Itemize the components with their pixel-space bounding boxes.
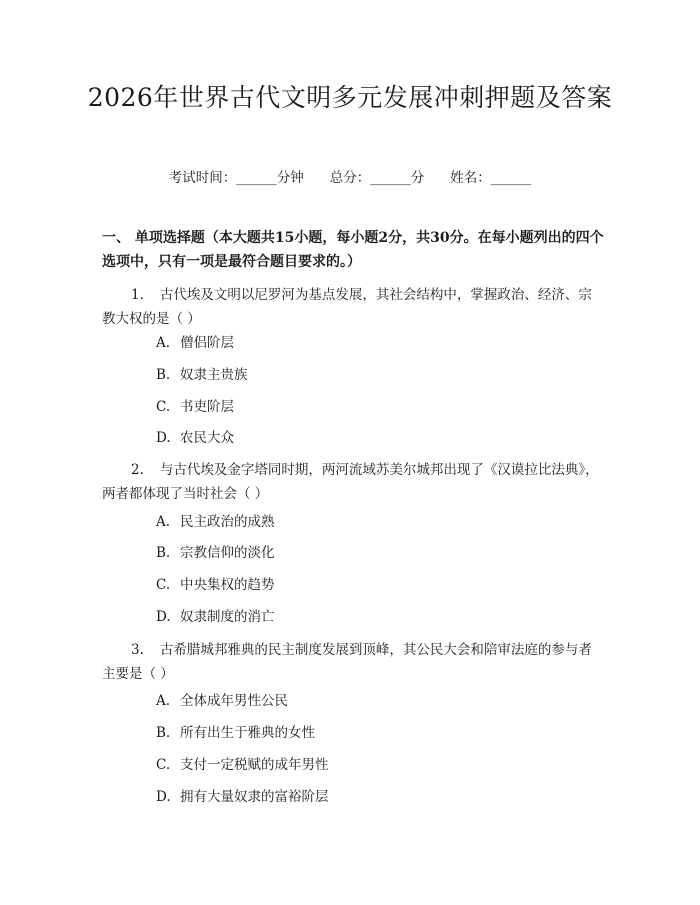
question-text: 古代埃及文明以尼罗河为基点发展，其社会结构中，掌握政治、经济、宗教大权的是（ ）: [102, 287, 592, 327]
option-letter: C.: [156, 399, 171, 415]
option-text: 民主政治的成熟: [180, 514, 275, 530]
option-text: 奴隶主贵族: [180, 367, 248, 383]
name-field: 姓名：______: [450, 170, 532, 186]
option-letter: D.: [156, 789, 171, 805]
question-number: 2.: [131, 462, 144, 478]
exam-meta: [0, 168, 700, 188]
option-letter: D.: [156, 430, 171, 446]
question-1-option-c: [156, 397, 234, 417]
document-title: 2026年世界古代文明多元发展冲刺押题及答案: [87, 83, 613, 112]
option-letter: C.: [156, 577, 171, 593]
option-letter: B.: [156, 725, 171, 741]
option-text: 拥有大量奴隶的富裕阶层: [180, 789, 329, 805]
question-1-stem: [102, 283, 602, 331]
option-letter: B.: [156, 367, 171, 383]
option-text: 全体成年男性公民: [180, 693, 288, 709]
question-1-option-a: [156, 333, 234, 353]
question-number: 3.: [131, 642, 144, 658]
question-3-option-a: [156, 691, 288, 711]
question-2-option-b: [156, 543, 275, 563]
option-text: 僧侣阶层: [180, 335, 234, 351]
question-text: 与古代埃及金字塔同时期，两河流域苏美尔城邦出现了《汉谟拉比法典》，两者都体现了当时社会（ ）: [102, 462, 599, 502]
option-letter: D.: [156, 609, 171, 625]
question-3-option-d: [156, 787, 329, 807]
question-1-option-b: [156, 365, 248, 385]
option-letter: A.: [156, 693, 171, 709]
option-letter: A.: [156, 514, 171, 530]
option-text: 中央集权的趋势: [180, 577, 275, 593]
section-heading: 一、 单项选择题（本大题共15小题，每小题2分，共30分。在每小题列出的四个选项中，只有一项是最符合题目要求的。）: [102, 230, 604, 270]
option-text: 支付一定税赋的成年男性: [180, 757, 329, 773]
question-number: 1.: [131, 287, 144, 303]
option-text: 所有出生于雅典的女性: [180, 725, 315, 741]
question-1-option-d: [156, 428, 234, 448]
question-2-option-a: [156, 512, 275, 532]
exam-time-field: 考试时间：______分钟: [168, 170, 304, 186]
option-text: 书吏阶层: [180, 399, 234, 415]
question-2-option-d: [156, 607, 275, 627]
option-letter: A.: [156, 335, 171, 351]
question-text: 古希腊城邦雅典的民主制度发展到顶峰，其公民大会和陪审法庭的参与者主要是（ ）: [102, 642, 592, 682]
option-letter: B.: [156, 545, 171, 561]
option-text: 宗教信仰的淡化: [180, 545, 275, 561]
question-3-stem: [102, 638, 602, 686]
question-2-stem: [102, 458, 602, 506]
option-text: 农民大众: [180, 430, 234, 446]
question-3-option-c: [156, 755, 329, 775]
total-score-field: 总分：______分: [329, 170, 425, 186]
option-letter: C.: [156, 757, 171, 773]
question-2-option-c: [156, 575, 275, 595]
question-3-option-b: [156, 723, 315, 743]
option-text: 奴隶制度的消亡: [180, 609, 275, 625]
